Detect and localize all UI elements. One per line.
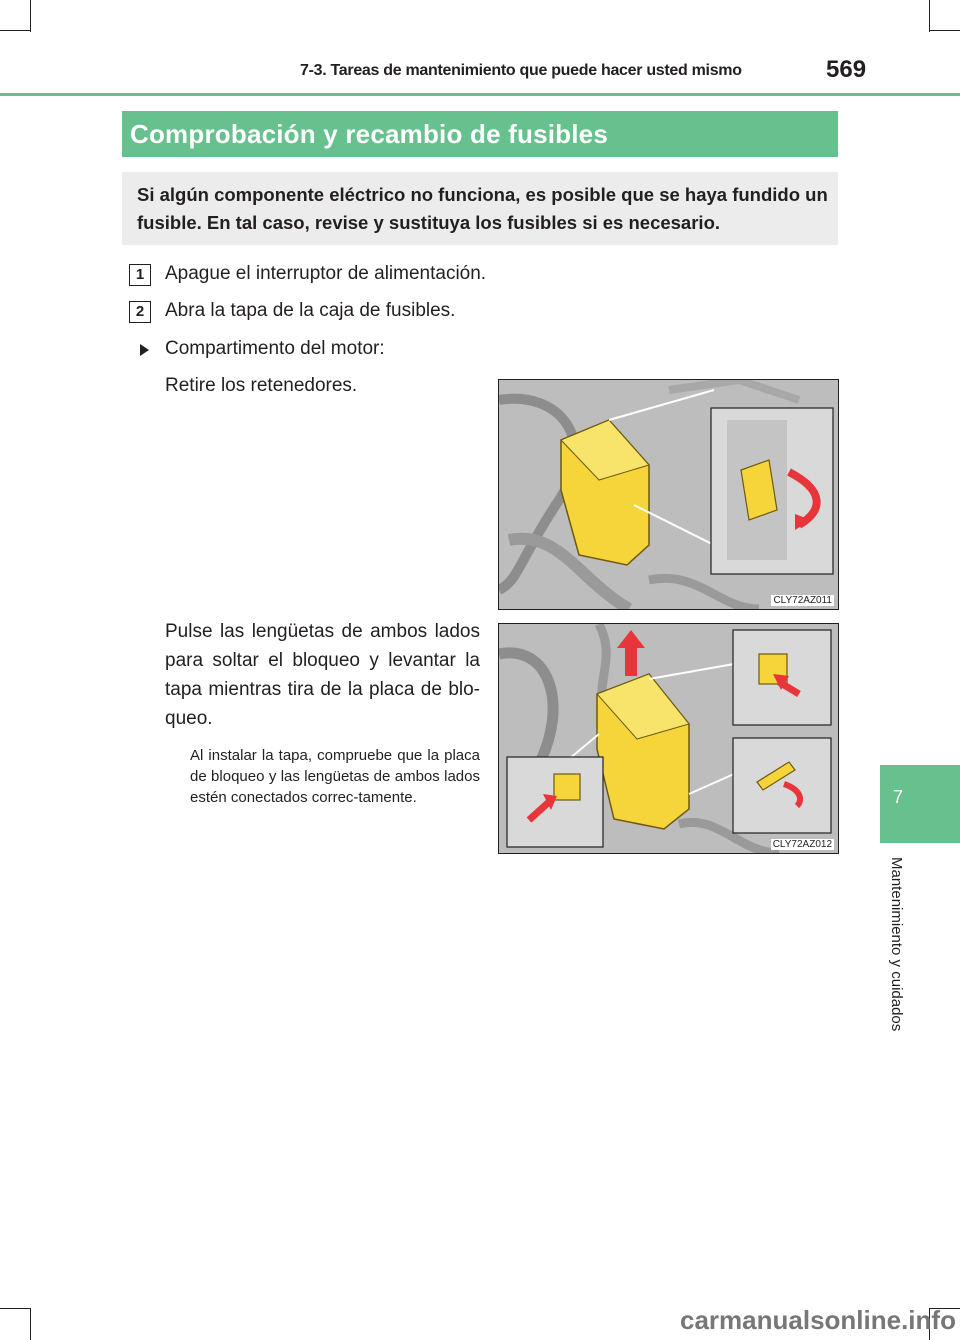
fuse-box-retainer-illustration-icon xyxy=(499,380,838,609)
intro-box xyxy=(122,172,838,245)
step-text: Apague el interruptor de alimentación. xyxy=(165,263,487,284)
crop-mark xyxy=(30,1308,31,1340)
crop-mark xyxy=(30,0,31,32)
step-number-badge: 1 xyxy=(129,264,151,286)
sub-heading: Compartimento del motor: xyxy=(165,338,385,359)
instruction-press-tabs: Pulse las lengüetas de ambos lados para soltar el bloqueo y levantar la tapa mientras tira de la placa de blo-queo. xyxy=(165,621,480,729)
figure-code: CLY72AZ012 xyxy=(772,839,832,850)
section-title-bar xyxy=(122,111,838,157)
header-section-title: 7-3. Tareas de mantenimiento que puede hacer usted mismo xyxy=(300,62,742,79)
instruction-remove-retainers: Retire los retenedores. xyxy=(165,375,358,396)
crop-mark xyxy=(930,30,960,31)
chapter-number: 7 xyxy=(892,787,903,807)
watermark: carmanualsonline.info xyxy=(680,1305,956,1335)
crop-mark xyxy=(0,1308,30,1309)
page-number: 569 xyxy=(826,56,867,83)
intro-text: Si algún componente eléctrico no funciona, es posible que se haya fundido un fusible. En tal caso, revise y sustituya los fusibles si es necesario. xyxy=(137,184,828,233)
section-title: Comprobación y recambio de fusibles xyxy=(130,119,608,149)
header-rule xyxy=(0,93,960,96)
step-number-badge: 2 xyxy=(129,301,151,323)
chapter-tab[interactable] xyxy=(880,765,960,843)
figure-retainers xyxy=(498,379,839,610)
chapter-label: Mantenimiento y cuidados xyxy=(888,857,905,1032)
crop-mark xyxy=(929,0,930,32)
installation-note: Al instalar la tapa, compruebe que la placa de bloqueo y las lengüetas de ambos lados estén conectados correc-tamente. xyxy=(190,747,480,806)
step-text: Abra la tapa de la caja de fusibles. xyxy=(165,300,456,321)
figure-code: CLY72AZ011 xyxy=(773,595,832,606)
fuse-box-lock-tabs-illustration-icon xyxy=(499,624,838,853)
crop-mark xyxy=(0,30,30,31)
bullet-triangle-icon xyxy=(140,344,149,356)
figure-lock-tabs xyxy=(498,623,839,854)
